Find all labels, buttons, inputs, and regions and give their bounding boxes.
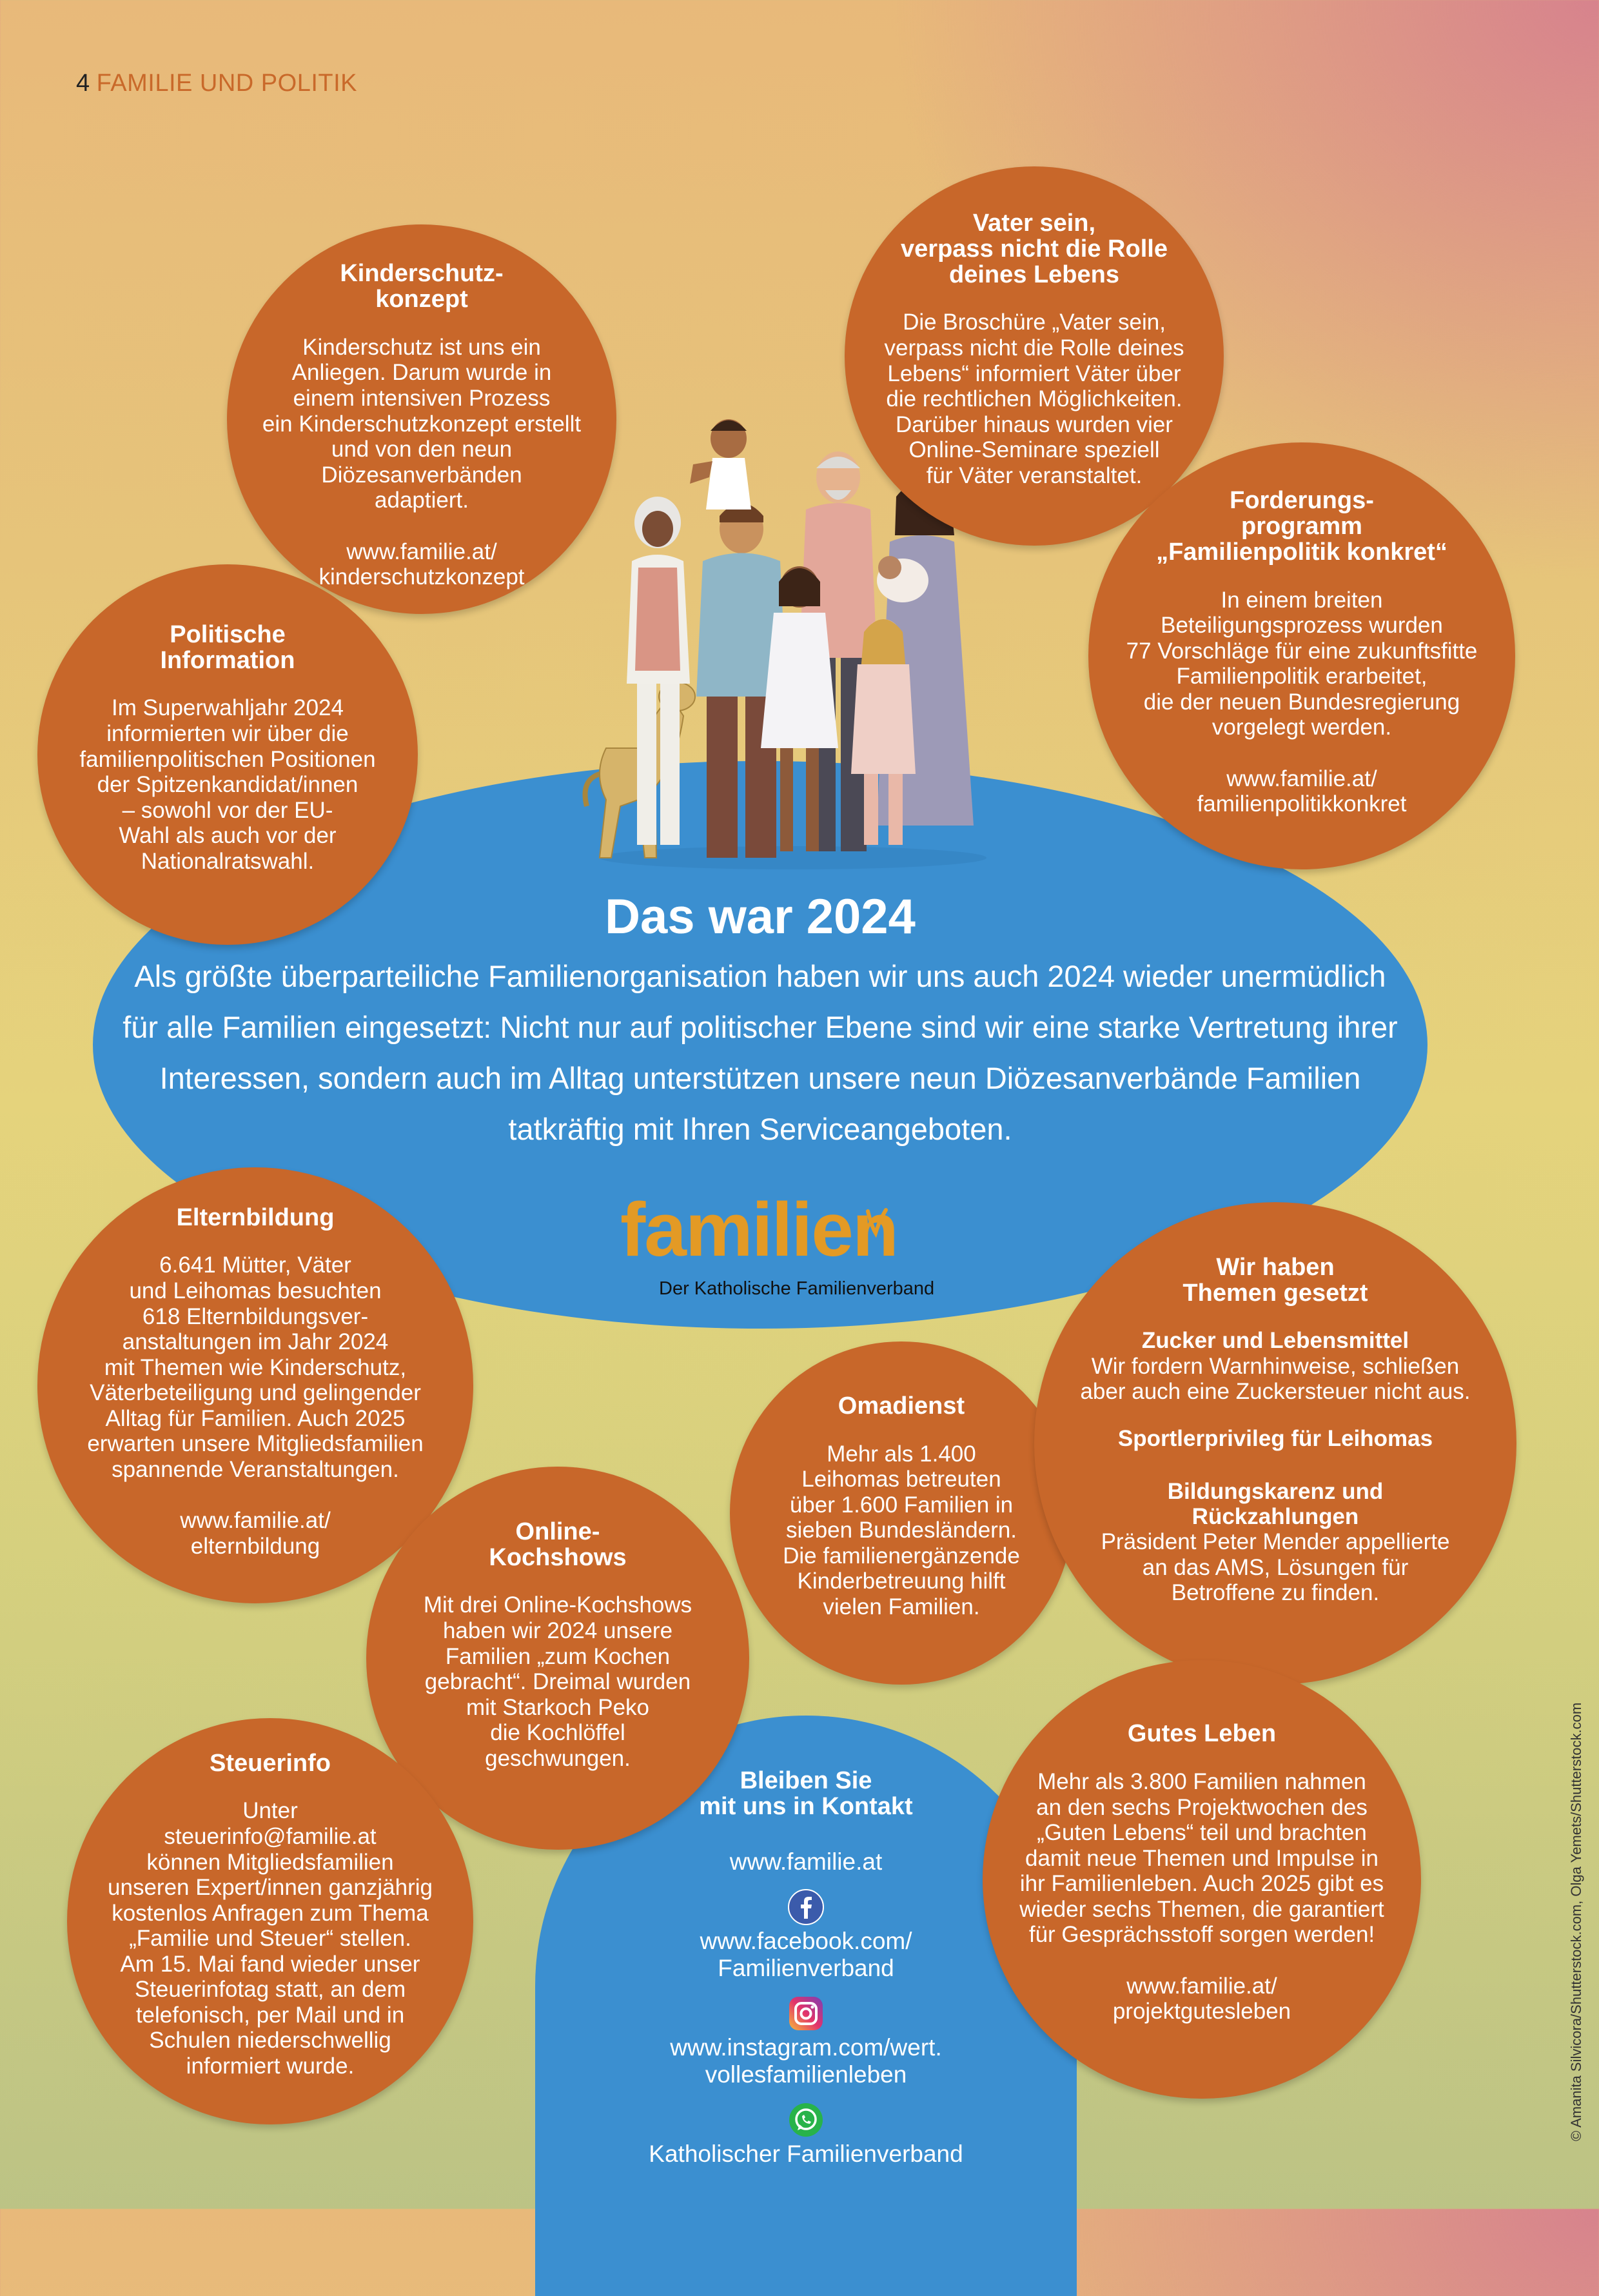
logo-tick-icon [865,1207,888,1238]
contact-facebook[interactable]: www.facebook.com/ Familienverband [700,1928,912,1981]
center-text: Als größte überparteiliche Familienorganisation haben wir uns auch 2024 wieder unermüdlich für alle Familien eingesetzt: Nicht nur auf politischer Ebene sind wir eine starke Vertretung ihrer Interessen, sondern auch im Alltag unterstützen unsere neun Diözesanverbände Familien tatkräftig mit Ihren Serviceangeboten. [123,959,1398,1146]
vater-text: Die Broschüre „Vater sein, verpass nicht die Rolle deines Lebens“ informiert Väter über die rechtlichen Möglichkeiten. Darüber hinaus wurden vier Online-Seminare speziell für Väter veranstaltet. [884,310,1184,488]
gutes-text: Mehr als 3.800 Familien nahmen an den sechs Projektwochen des „Guten Lebens“ teil und brachten damit neue Themen und Impulse in ihr Familienleben. Auch 2025 gibt es wieder sechs Themen, die garantiert für Gesprächsstoff sorgen werden! [1019,1768,1384,1948]
circle-kinderschutz [227,224,616,614]
vater-title: Vater sein, verpass nicht die Rolle deines Lebens [901,209,1168,288]
familien-logo [620,1187,935,1299]
themen-sub3: Bildungskarenz und Rückzahlungen [1167,1479,1384,1529]
facebook-icon[interactable] [788,1889,824,1925]
center-title: Das war 2024 [605,889,916,944]
instagram-icon[interactable] [788,1995,824,2032]
section-title: FAMILIE UND POLITIK [96,70,358,97]
whatsapp-icon[interactable] [788,2102,824,2138]
themen-text1: Wir fordern Warnhinweise, schließen aber auch eine Zuckersteuer nicht aus. [1080,1353,1471,1405]
contact-whatsapp[interactable]: Katholischer Familienverband [649,2140,963,2167]
contact-block [535,1768,1077,2167]
circle-forderungs [1088,442,1515,869]
omadienst-text: Mehr als 1.400 Leihomas betreuten über 1.600 Familien in sieben Bundesländern. Die familienergänzende Kinderbetreuung hilft vielen Familien. [783,1441,1020,1619]
elternbildung-link[interactable]: www.familie.at/ elternbildung [180,1508,331,1559]
online-title: Online- Kochshows [489,1518,627,1571]
politische-text: Im Superwahljahr 2024 informierten wir über die familienpolitischen Positionen der Spitzenkandidat/innen – sowohl vor der EU- Wahl als auch vor der Nationalratswahl. [79,695,376,874]
contact-website[interactable]: www.familie.at [729,1848,883,1875]
page-number: 4 [76,70,90,97]
photo-credit: © Amanita Silvicora/Shutterstock.com, Olga Yemets/Shutterstock.com [1568,1702,1584,2141]
themen-title: Wir haben Themen gesetzt [1182,1254,1368,1307]
kinderschutz-text: Kinderschutz ist uns ein Anliegen. Darum wurde in einem intensiven Prozess ein Kinderschutzkonzept erstellt und von den neun Diözesanverbänden adaptiert. [262,334,582,513]
circle-steuer [67,1718,473,2124]
gutes-link[interactable]: www.familie.at/ projektgutesleben [1112,1973,1291,2024]
elternbildung-text: 6.641 Mütter, Väter und Leihomas besuchten 618 Elternbildungsver- anstaltungen im Jahr 2024 mit Themen wie Kinderschutz, Väterbeteiligung und gelingender Alltag für Familien. Auch 2025 erwarten unsere Mitgliedsfamilien spannende Veranstaltungen. [87,1252,424,1482]
themen-sub2: Sportlerprivileg für Leihomas [1117,1425,1433,1451]
online-text: Mit drei Online-Kochshows haben wir 2024 unsere Familien „zum Kochen gebracht“. Dreimal wurden mit Starkoch Peko die Kochlöffel geschwungen. [423,1592,692,1771]
contact-instagram[interactable]: www.instagram.com/wert. vollesfamilienleben [670,2034,942,2088]
center-block [93,889,1427,1155]
circle-omadienst [730,1341,1073,1685]
logo-word: familien [620,1187,898,1272]
gutes-title: Gutes Leben [1127,1720,1277,1748]
omadienst-title: Omadienst [838,1392,965,1420]
politische-title: Politische Information [160,620,295,674]
page-header [76,70,357,97]
steuer-text: Unter steuerinfo@familie.at können Mitgliedsfamilien unseren Expert/innen ganzjährig kostenlos Anfragen zum Thema „Familie und Steuer“ stellen. Am 15. Mai fand wieder unser Steuerinfotag statt, an dem telefonisch, per Mail und in Schulen niederschwellig informiert wurde. [108,1798,433,2079]
steuer-title: Steuerinfo [210,1749,331,1777]
circle-themen [1034,1202,1516,1685]
forderungs-title: Forderungs- programm „Familienpolitik konkret“ [1156,486,1447,566]
logo-subtitle: Der Katholische Familienverband [659,1278,935,1299]
forderungs-text: In einem breiten Beteiligungsprozess wurden 77 Vorschläge für eine zukunftsfitte Familienpolitik erarbeitet, die der neuen Bundesregierung vorgelegt werden. [1126,587,1478,740]
forderungs-link[interactable]: www.familie.at/ familienpolitikkonkret [1197,766,1407,817]
contact-title: Bleiben Sie mit uns in Kontakt [699,1767,913,1820]
elternbildung-title: Elternbildung [176,1203,335,1231]
themen-sub1: Zucker und Lebensmittel [1141,1328,1409,1354]
kinderschutz-title: Kinderschutz- konzept [340,260,504,313]
kinderschutz-link[interactable]: www.familie.at/ kinderschutzkonzept [319,539,525,590]
themen-text3: Präsident Peter Mender appellierte an das AMS, Lösungen für Betroffene zu finden. [1101,1529,1450,1606]
circle-politische [37,564,418,945]
